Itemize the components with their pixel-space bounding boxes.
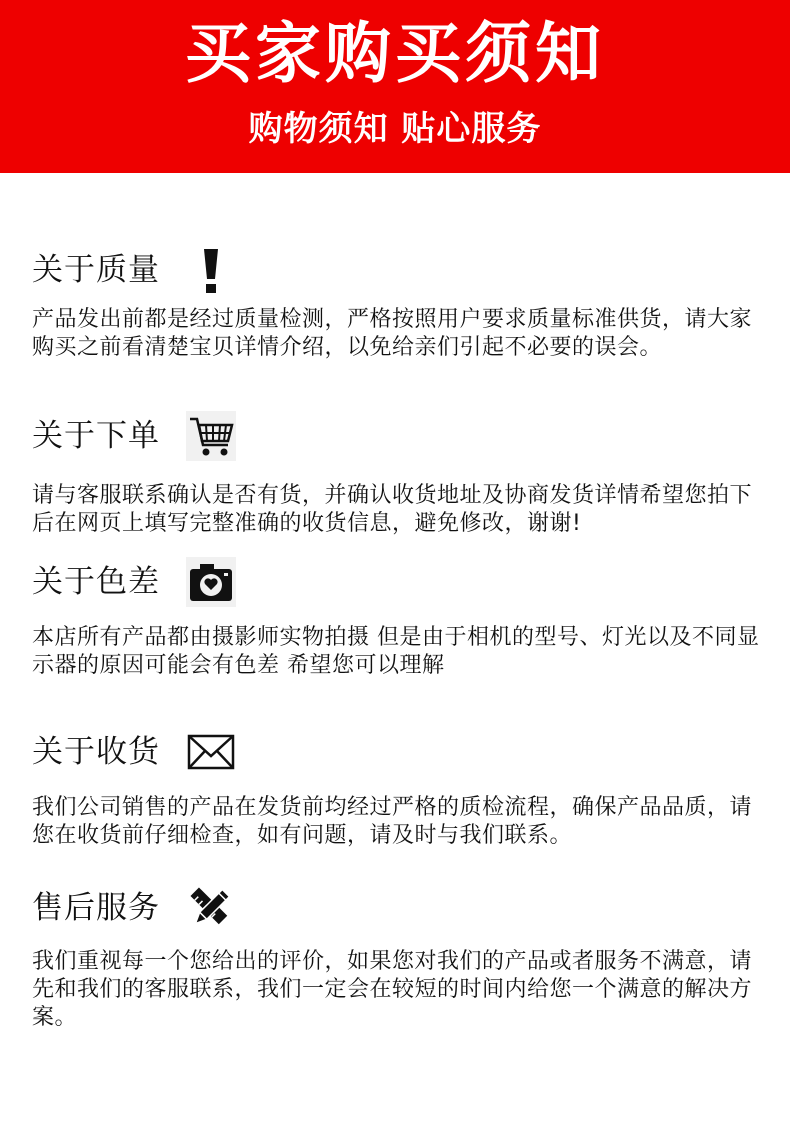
page-subtitle: 购物须知 贴心服务 [248, 109, 542, 149]
section-heading: 关于下单 [32, 418, 160, 454]
section-heading-row [32, 882, 236, 934]
section-heading: 关于质量 [32, 252, 160, 288]
section-body: 我们重视每一个您给出的评价，如果您对我们的产品或者服务不满意，请先和我们的客服联系，我们一定会在较短的时间内给您一个满意的解决方案。 [32, 949, 753, 1030]
section-heading-row [32, 726, 236, 778]
section-body: 本店所有产品都由摄影师实物拍摄 但是由于相机的型号、灯光以及不同显示器的原因可能会有色差 希望您可以理解 [32, 625, 760, 678]
camera-icon [186, 557, 236, 607]
pencil-ruler-icon [186, 883, 236, 933]
section-body: 我们公司销售的产品在发货前均经过严格的质检流程，确保产品品质，请您在收货前仔细检查，如有问题，请及时与我们联系。 [32, 795, 753, 848]
section-body: 请与客服联系确认是否有货，并确认收货地址及协商发货详情希望您拍下后在网页上填写完整准确的收货信息，避免修改，谢谢! [32, 483, 753, 536]
exclamation-icon [186, 245, 236, 295]
section-heading-row [32, 244, 236, 296]
section-heading-row [32, 556, 236, 608]
envelope-icon [186, 727, 236, 777]
page-title: 买家购买须知 [185, 15, 605, 92]
section-heading: 售后服务 [32, 890, 160, 926]
section-body: 产品发出前都是经过质量检测，严格按照用户要求质量标准供货，请大家购买之前看清楚宝贝详情介绍，以免给亲们引起不必要的误会。 [32, 307, 753, 360]
section-heading: 关于色差 [32, 564, 160, 600]
shopping-cart-icon [186, 411, 236, 461]
header-banner [0, 0, 790, 173]
section-heading-row [32, 410, 236, 462]
section-heading: 关于收货 [32, 734, 160, 770]
